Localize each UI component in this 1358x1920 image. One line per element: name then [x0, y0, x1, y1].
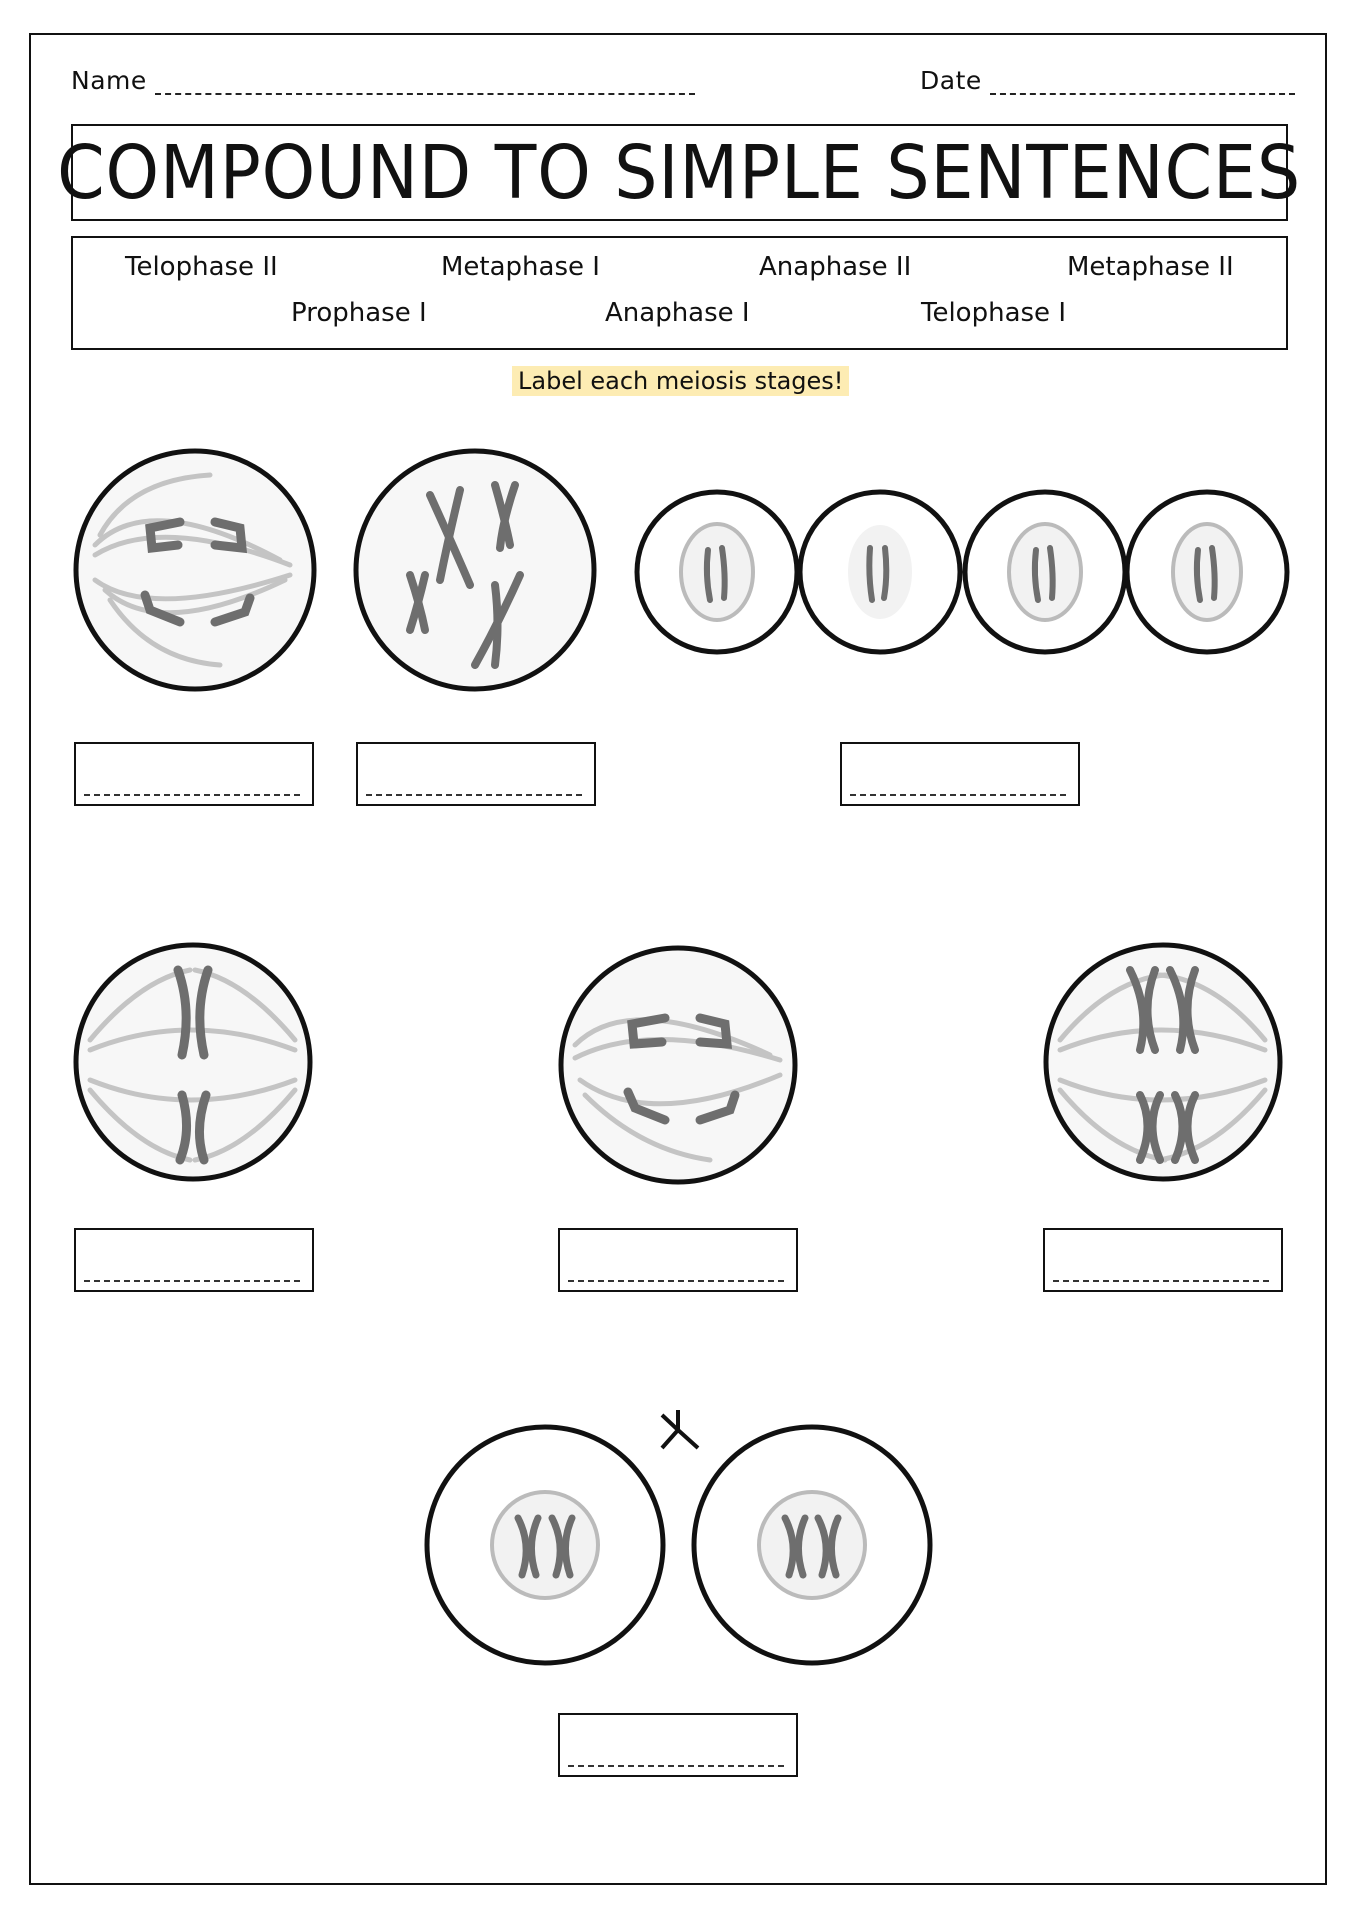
word-bank-item: Telophase II	[125, 252, 278, 282]
answer-line	[850, 794, 1066, 796]
cell-diagram-2	[356, 451, 594, 689]
cell-diagram-4	[76, 945, 310, 1179]
answer-box-5[interactable]	[558, 1228, 798, 1292]
answer-line	[366, 794, 582, 796]
cell-diagram-3	[637, 492, 1287, 652]
word-bank-item: Anaphase II	[759, 252, 912, 282]
answer-line	[84, 1280, 300, 1282]
word-bank-item: Metaphase I	[441, 252, 600, 282]
cell-diagram-1	[76, 451, 314, 689]
word-bank-item: Prophase I	[291, 298, 427, 328]
cell-diagram-7	[427, 1410, 930, 1663]
cell-diagram-5	[561, 948, 795, 1182]
word-bank-item: Telophase I	[921, 298, 1066, 328]
date-label: Date	[920, 66, 982, 95]
answer-line	[84, 794, 300, 796]
answer-box-7[interactable]	[558, 1713, 798, 1777]
answer-box-1[interactable]	[74, 742, 314, 806]
page-title: COMPOUND TO SIMPLE SENTENCES	[57, 129, 1302, 216]
answer-line	[1053, 1280, 1269, 1282]
answer-line	[568, 1280, 784, 1282]
answer-box-6[interactable]	[1043, 1228, 1283, 1292]
word-bank-item: Anaphase I	[605, 298, 750, 328]
answer-box-3[interactable]	[840, 742, 1080, 806]
answer-box-4[interactable]	[74, 1228, 314, 1292]
cell-diagram-6	[1046, 945, 1280, 1179]
word-bank-item: Metaphase II	[1067, 252, 1234, 282]
answer-box-2[interactable]	[356, 742, 596, 806]
answer-line	[568, 1765, 784, 1767]
instruction-highlight: Label each meiosis stages!	[512, 366, 849, 396]
name-label: Name	[71, 66, 147, 95]
